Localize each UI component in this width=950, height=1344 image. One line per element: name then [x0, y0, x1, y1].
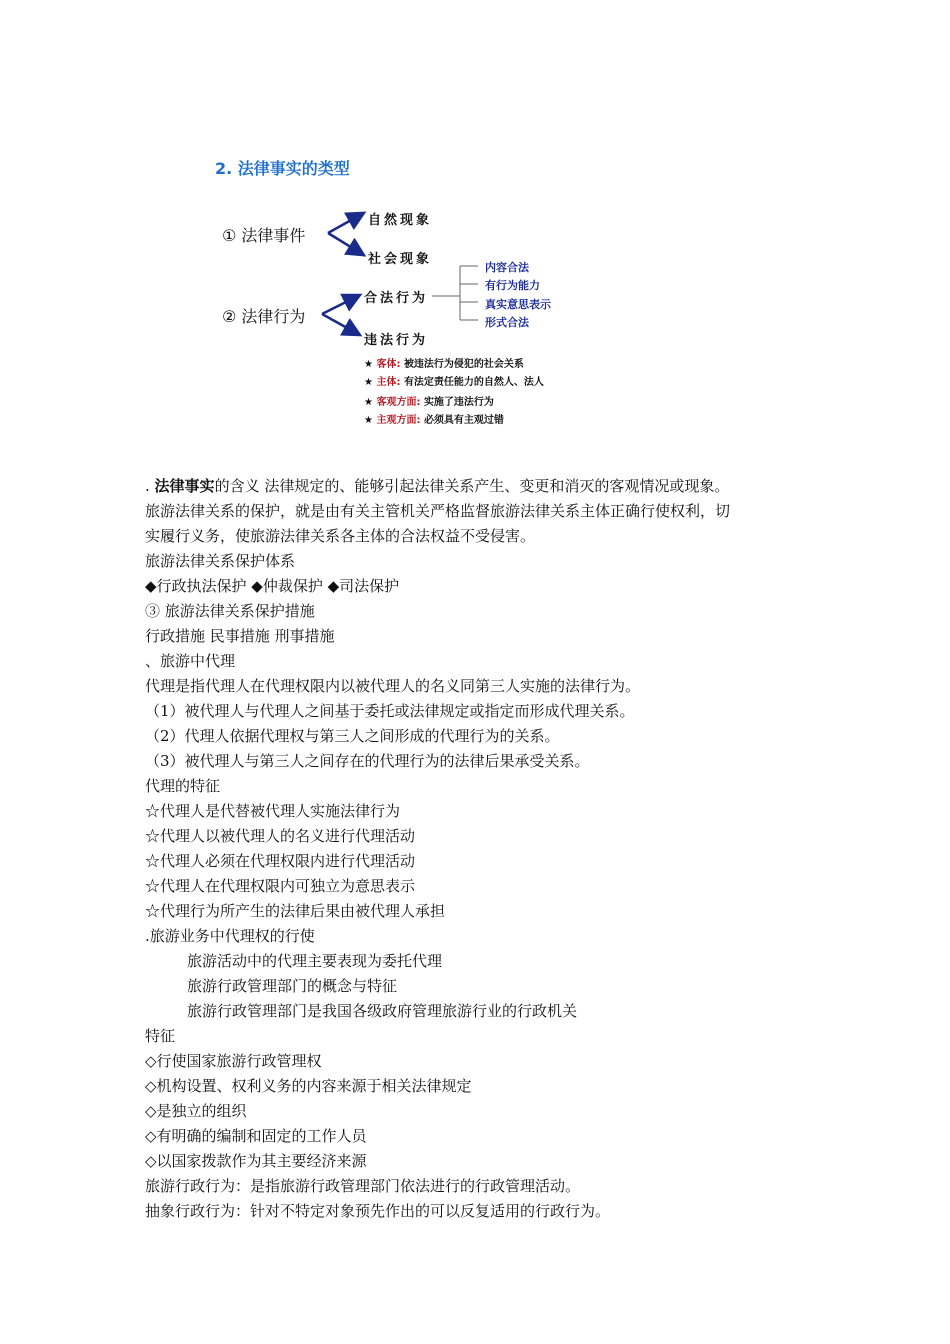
paragraph-line: 抽象行政行为：针对不特定对象预先作出的可以反复适用的行政行为。 [145, 1202, 611, 1220]
list-item: ☆代理行为所产生的法律后果由被代理人承担 [145, 902, 446, 920]
condition-intent: 真实意思表示 [485, 298, 551, 311]
star-icon: ★ [364, 359, 373, 370]
list-item: ◇是独立的组织 [145, 1102, 247, 1120]
list-item: ◇机构设置、权利义务的内容来源于相关法律规定 [145, 1077, 472, 1095]
subheading: 、旅游中代理 [145, 652, 236, 670]
subheading: 特征 [145, 1027, 176, 1045]
legal-act-label: ② 法律行为 [222, 307, 306, 326]
illegal-element: ★ 客观方面: 实施了违法行为 [364, 397, 494, 408]
indented-line: 旅游行政管理部门是我国各级政府管理旅游行业的行政机关 [187, 1002, 578, 1020]
section-heading: 2. 法律事实的类型 [215, 159, 350, 178]
measures-list: 行政措施 民事措施 刑事措施 [145, 627, 335, 645]
paragraph-line: 旅游行政行为：是指旅游行政管理部门依法进行的行政管理活动。 [145, 1177, 581, 1195]
document-body [145, 474, 730, 1224]
list-item: ☆代理人是代替被代理人实施法律行为 [145, 802, 401, 820]
subheading: 旅游法律关系保护体系 [145, 552, 296, 570]
list-item: （1）被代理人与代理人之间基于委托或法律规定或指定而形成代理关系。 [145, 702, 635, 720]
list-item: ☆代理人以被代理人的名义进行代理活动 [145, 827, 416, 845]
term-legal-fact: 法律事实 [154, 477, 215, 495]
illegal-element: ★ 客体: 被违法行为侵犯的社会关系 [364, 359, 524, 370]
condition-content: 内容合法 [485, 261, 529, 274]
subheading: 代理的特征 [145, 777, 221, 795]
paragraph-line: 旅游法律关系的保护，就是由有关主管机关严格监督旅游法律关系主体正确行使权利，切 [145, 502, 731, 520]
star-icon: ★ [364, 397, 373, 408]
list-item: ◇以国家拨款作为其主要经济来源 [145, 1152, 367, 1170]
legal-event-label: ① 法律事件 [222, 226, 306, 245]
subheading: .旅游业务中代理权的行使 [145, 927, 315, 945]
list-item: ◇行使国家旅游行政管理权 [145, 1052, 322, 1070]
paragraph-definition: . 法律事实的含义 法律规定的、能够引起法律关系产生、变更和消灭的客观情况或现象。 [145, 477, 730, 495]
indented-line: 旅游活动中的代理主要表现为委托代理 [187, 952, 443, 970]
subheading: ③ 旅游法律关系保护措施 [145, 602, 315, 620]
natural-phenomenon: 自然现象 [368, 213, 433, 228]
list-item: ☆代理人必须在代理权限内进行代理活动 [145, 852, 416, 870]
arrow-event-natural [328, 214, 362, 233]
illegal-element: ★ 主观方面: 必须具有主观过错 [364, 415, 504, 426]
social-phenomenon: 社会现象 [368, 252, 433, 267]
list-item: ◇有明确的编制和固定的工作人员 [145, 1127, 367, 1145]
list-item: ☆代理人在代理权限内可独立为意思表示 [145, 877, 416, 895]
unlawful-act: 违法行为 [364, 333, 429, 348]
condition-capacity: 有行为能力 [485, 279, 540, 292]
arrow-act-illegal [322, 314, 358, 334]
lawful-act: 合法行为 [364, 291, 429, 306]
list-item: （2）代理人依据代理权与第三人之间形成的代理行为的关系。 [145, 727, 560, 745]
protection-list: ◆行政执法保护 ◆仲裁保护 ◆司法保护 [145, 577, 400, 595]
list-item: （3）被代理人与第三人之间存在的代理行为的法律后果承受关系。 [145, 752, 590, 770]
star-icon: ★ [364, 415, 373, 426]
paragraph-line: 实履行义务，使旅游法律关系各主体的合法权益不受侵害。 [145, 527, 536, 545]
arrow-event-social [328, 233, 362, 254]
arrow-act-legal [322, 296, 358, 314]
indented-line: 旅游行政管理部门的概念与特征 [187, 977, 398, 995]
paragraph-line: 代理是指代理人在代理权限内以被代理人的名义同第三人实施的法律行为。 [145, 677, 641, 695]
diagram-connectors [0, 0, 950, 460]
condition-form: 形式合法 [485, 316, 529, 329]
illegal-element: ★ 主体: 有法定责任能力的自然人、法人 [364, 377, 544, 388]
star-icon: ★ [364, 377, 373, 388]
